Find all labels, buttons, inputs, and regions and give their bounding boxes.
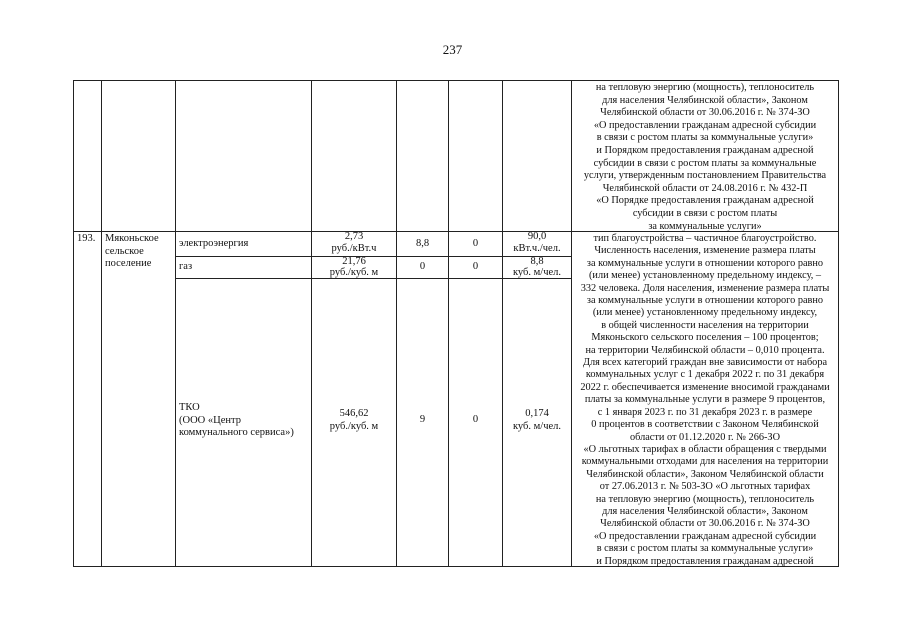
page-number: 237 <box>442 42 463 57</box>
service-norm: 90,0 кВт.ч./чел. <box>513 231 561 254</box>
service-change: 0 <box>472 414 479 425</box>
service-tariff: 21,76 руб./куб. м <box>329 256 379 278</box>
col-border <box>73 80 74 567</box>
service-name: электроэнергия <box>179 238 249 249</box>
service-name: ТКО (ООО «Центр коммунального сервиса») <box>179 402 294 439</box>
service-index: 0 <box>419 261 426 272</box>
service-name: газ <box>179 261 193 272</box>
service-norm: 0,174 куб. м/чел. <box>512 408 562 432</box>
service-norm: 8,8 куб. м/чел. <box>512 256 562 278</box>
service-index: 8,8 <box>415 238 430 249</box>
row-number: 193. <box>77 233 96 244</box>
col-border <box>448 80 449 567</box>
service-index: 9 <box>419 414 426 425</box>
service-tariff: 2,73 руб./кВт.ч <box>331 231 377 254</box>
col-border <box>502 80 503 567</box>
service-change: 0 <box>472 238 479 249</box>
continued-note: на тепловую энергию (мощность), теплоноситель для населения Челябинской области», Законом Челябинской области от 30.06.2016 г. № 374-ЗО «О предоставлении гражданам адресной субсидии в связи с ростом платы за коммунальные услуги» и Порядком предоставления гражданам адресной субсидии в связи с ростом платы за коммунальные услуги, утвержденным постановлением Правительства Челябинской области от 24.08.2016 г. № 432-П «О Порядке предоставления гражданам адресной субсидии в связи с ростом платы за коммунальные услуги» <box>583 82 827 232</box>
service-tariff: 546,62 руб./куб. м <box>329 408 379 432</box>
table-top-border <box>73 80 839 81</box>
col-border <box>396 80 397 567</box>
col-border <box>311 80 312 567</box>
col-border <box>838 80 839 567</box>
col-border <box>175 80 176 567</box>
row-note: тип благоустройства – частичное благоустройство. Численность населения, изменение размера платы за коммунальные услуги в отношении которого равно (или менее) установленному предельному индексу, – 332 человека. Доля населения, изменение размера платы за коммунальные услуги в отношении которого равно (или менее) установленному предельному индексу, в общей численности населения на территории Мяконьского сельского поселения – 100 процентов; на территории Челябинской области – 0,010 процента. Для всех категорий граждан вне зависимости от набора коммунальных услуг с 1 декабря 2022 г. по 31 декабря 2022 г. обеспечивается изменение вносимой гражданами платы за коммунальные услуги в размере 9 процентов, с 1 января 2023 г. по 31 декабря 2023 г. в размере 0 процентов в соответствии с Законом Челябинской области от 01.12.2020 г. № 266-ЗО «О льготных тарифах в области обращения с твердыми коммунальными отходами для населения на территории Челябинской области», Законом Челябинской области от 27.06.2013 г. № 503-ЗО «О льготных тарифах на тепловую энергию (мощность), теплоноситель для населения Челябинской области», Законом Челябинской области от 30.06.2016 г. № 374-ЗО «О предоставлении гражданам адресной субсидии в связи с ростом платы за коммунальные услуги» и Порядком предоставления гражданам адресной <box>580 233 830 567</box>
service-divider <box>175 278 571 279</box>
col-border <box>101 80 102 567</box>
service-change: 0 <box>472 261 479 272</box>
settlement-name: Мяконьское сельское поселение <box>105 233 159 270</box>
